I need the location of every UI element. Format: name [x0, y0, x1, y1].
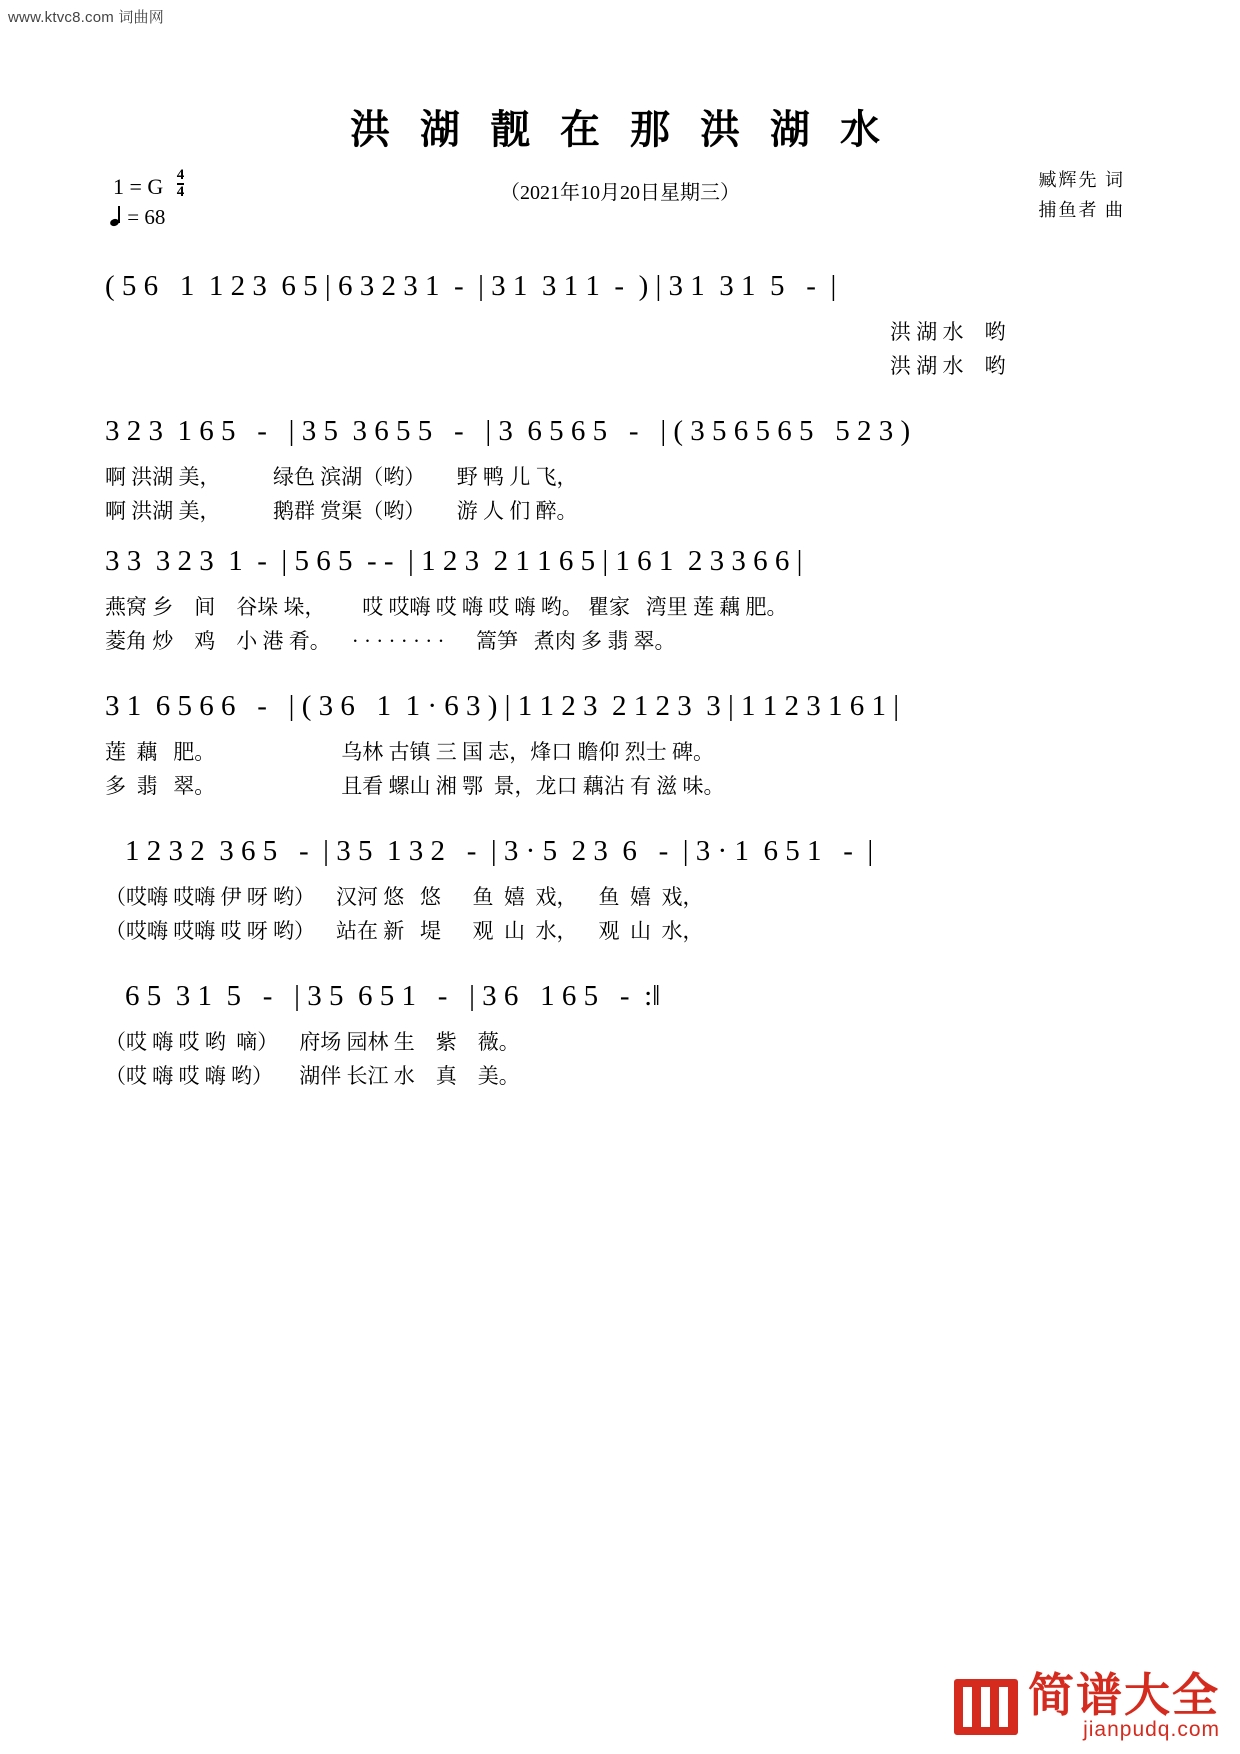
notation-line: 1 2 3 2 3 6 5 - | 3 5 1 3 2 - | 3 · 5 2 3 6 - | 3 · 1 6 5 1 - | [125, 835, 874, 867]
music-system-1 [0, 270, 1240, 384]
lyrics-line-1: 洪 湖 水 哟 [890, 320, 1006, 344]
key-signature-text: 1 = G [113, 174, 164, 199]
composer: 捕鱼者 曲 [1038, 200, 1125, 220]
lyrics-line-1: （哎嗨 哎嗨 伊 呀 哟） 汉河 悠 悠 鱼 嬉 戏， 鱼 嬉 戏， [105, 885, 704, 909]
music-system-6 [0, 980, 1240, 1094]
music-system-3 [0, 545, 1240, 659]
lyrics-line-1: （哎 嗨 哎 哟 嘀） 府场 园林 生 紫 薇。 [105, 1030, 520, 1054]
lyrics-line-1: 燕窝 乡 间 谷垛 垛， 哎 哎嗨 哎 嗨 哎 嗨 哟。 瞿家 湾里 莲 藕 肥。 [105, 595, 788, 619]
site-logo[interactable] [954, 1670, 1220, 1741]
page-subtitle: （2021年10月20日星期三） [500, 182, 740, 204]
credits [1039, 165, 1126, 225]
lyrics-line-2: （哎嗨 哎嗨 哎 呀 哟） 站在 新 堤 观 山 水， 观 山 水， [105, 919, 704, 943]
notation-line: 3 1 6 5 6 6 - | ( 3 6 1 1 · 6 3 ) | 1 1 2 3 2 1 2 3 3 | 1 1 2 3 1 6 1 | [105, 690, 900, 722]
notation-line: 3 2 3 1 6 5 - | 3 5 3 6 5 5 - | 3 6 5 6 5 - | ( 3 5 6 5 6 5 5 2 3 ) [105, 415, 911, 447]
lyrics-line-2: 多 翡 翠。 且看 螺山 湘 鄂 景，龙口 藕沾 有 滋 味。 [105, 774, 725, 798]
notation-line: ( 5 6 1 1 2 3 6 5 | 6 3 2 3 1 - | 3 1 3 1 1 - ) | 3 1 3 1 5 - | [105, 270, 837, 302]
tempo-value: = 68 [127, 205, 166, 229]
lyricist: 臧辉先 词 [1038, 170, 1125, 190]
site-watermark: www.ktvc8.com 词曲网 [8, 9, 164, 26]
lyrics-line-1: 莲 藕 肥。 乌林 古镇 三 国 志，烽口 瞻仰 烈士 碑。 [105, 740, 714, 764]
logo-title: 简谱大全 [1028, 1670, 1220, 1721]
time-signature-denominator: 4 [176, 184, 185, 200]
music-system-4 [0, 690, 1240, 804]
notation-line: 6 5 3 1 5 - | 3 5 6 5 1 - | 3 6 1 6 5 - :‖ [125, 980, 661, 1012]
music-system-5 [0, 835, 1240, 949]
lyrics-line-2: 洪 湖 水 哟 [890, 354, 1006, 378]
lyrics-line-2: 啊 洪湖 美， 鹅群 赏渠（哟） 游 人 们 醉。 [105, 499, 578, 523]
lyrics-line-2: 菱角 炒 鸡 小 港 肴。 · · · · · · · · 篙笋 煮肉 多 翡 翠。 [105, 629, 676, 653]
page-title: 洪 湖 靓 在 那 洪 湖 水 [350, 107, 890, 152]
logo-url: jianpudq.com [1083, 1718, 1220, 1741]
tempo-marking [110, 205, 165, 230]
notation-line: 3 3 3 2 3 1 - | 5 6 5 - - | 1 2 3 2 1 1 6 5 | 1 6 1 2 3 3 6 6 | [105, 545, 803, 577]
logo-text [1028, 1670, 1220, 1741]
quarter-note-icon [110, 208, 122, 228]
music-system-2 [0, 415, 1240, 529]
time-signature [177, 168, 185, 200]
time-signature-numerator: 4 [176, 167, 185, 183]
key-signature [113, 168, 184, 200]
lyrics-line-2: （哎 嗨 哎 嗨 哟） 湖伴 长江 水 真 美。 [105, 1064, 520, 1088]
piano-keys-icon [954, 1679, 1018, 1735]
lyrics-line-1: 啊 洪湖 美， 绿色 滨湖（哟） 野 鸭 儿 飞， [105, 465, 578, 489]
